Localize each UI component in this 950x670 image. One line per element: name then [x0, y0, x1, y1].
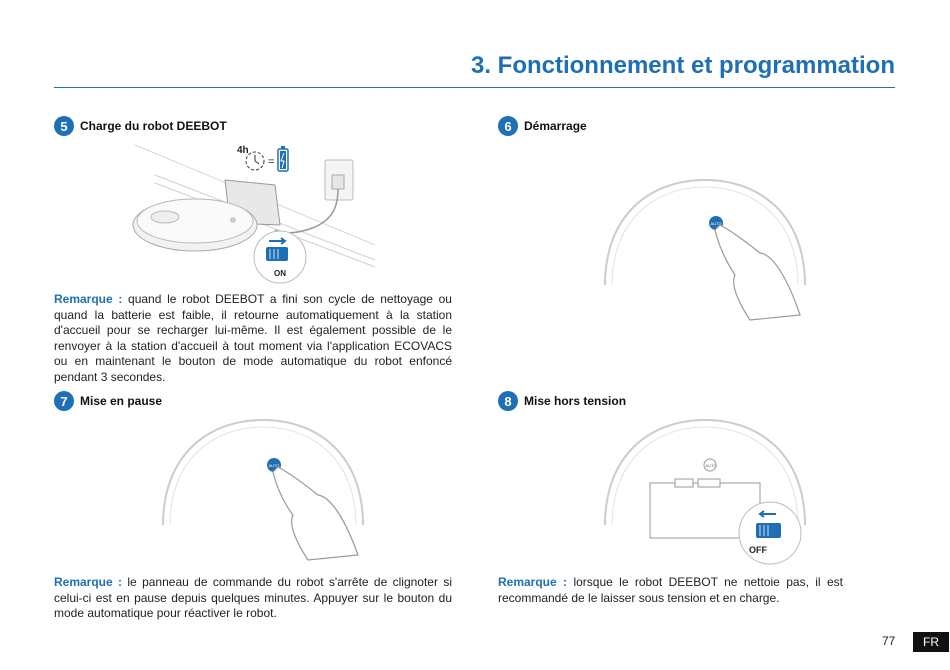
step-label: Mise en pause: [80, 394, 163, 408]
step-5-heading: [54, 116, 227, 136]
note-text: lorsque le robot DEEBOT ne nettoie pas, il est recommandé de le laisser sous tension et en charge.: [498, 575, 843, 605]
remark-label: Remarque :: [54, 575, 123, 589]
hand-icon: [715, 225, 800, 320]
start-illustration: [600, 175, 810, 325]
power-off-illustration: [600, 415, 810, 567]
remark-label: Remarque :: [498, 575, 568, 589]
svg-text:=: =: [268, 156, 275, 168]
language-badge: FR: [913, 632, 949, 652]
title-divider: [54, 87, 895, 88]
step-number: 8: [498, 391, 518, 411]
svg-text:AUTO: AUTO: [268, 463, 280, 468]
charging-illustration: [125, 135, 385, 285]
note-text: le panneau de commande du robot s'arrête de clignoter si celui-ci est en pause depuis quelques minutes. Appuyer sur le bouton du mode automatique pour réactiver le robot.: [54, 575, 452, 620]
page-number: 77: [882, 634, 896, 648]
note-charge: [54, 292, 452, 385]
switch-off-label: OFF: [749, 545, 767, 555]
switch-on-label: ON: [274, 269, 286, 278]
page-title: 3. Fonctionnement et programmation: [470, 52, 895, 79]
step-number: 6: [498, 116, 518, 136]
hand-icon: [273, 467, 358, 560]
step-7-heading: [54, 391, 162, 411]
step-number: 5: [54, 116, 74, 136]
charge-time-label: 4h: [237, 145, 249, 156]
step-label: Mise hors tension: [524, 394, 627, 408]
note-pause: [54, 575, 452, 622]
pause-illustration: [158, 415, 368, 565]
step-label: Démarrage: [524, 119, 587, 133]
svg-text:AUTO: AUTO: [705, 463, 717, 468]
svg-text:AUTO: AUTO: [710, 221, 722, 226]
remark-label: Remarque :: [54, 292, 123, 306]
note-off: [498, 575, 843, 606]
note-text: quand le robot DEEBOT a fini son cycle de nettoyage ou quand la batterie est faible, il retourne automatiquement à la station d'accueil pour se recharger lui-même. Il est également possible de le renvoyer à la station d'accueil à tout moment via l'application ECOVACS ou en maintenant le bouton de mode automatique du robot enfoncé pendant 3 secondes.: [54, 292, 452, 384]
step-label: Charge du robot DEEBOT: [80, 119, 227, 133]
step-8-heading: [498, 391, 626, 411]
step-number: 7: [54, 391, 74, 411]
step-6-heading: [498, 116, 587, 136]
power-switch-icon: [266, 247, 288, 261]
